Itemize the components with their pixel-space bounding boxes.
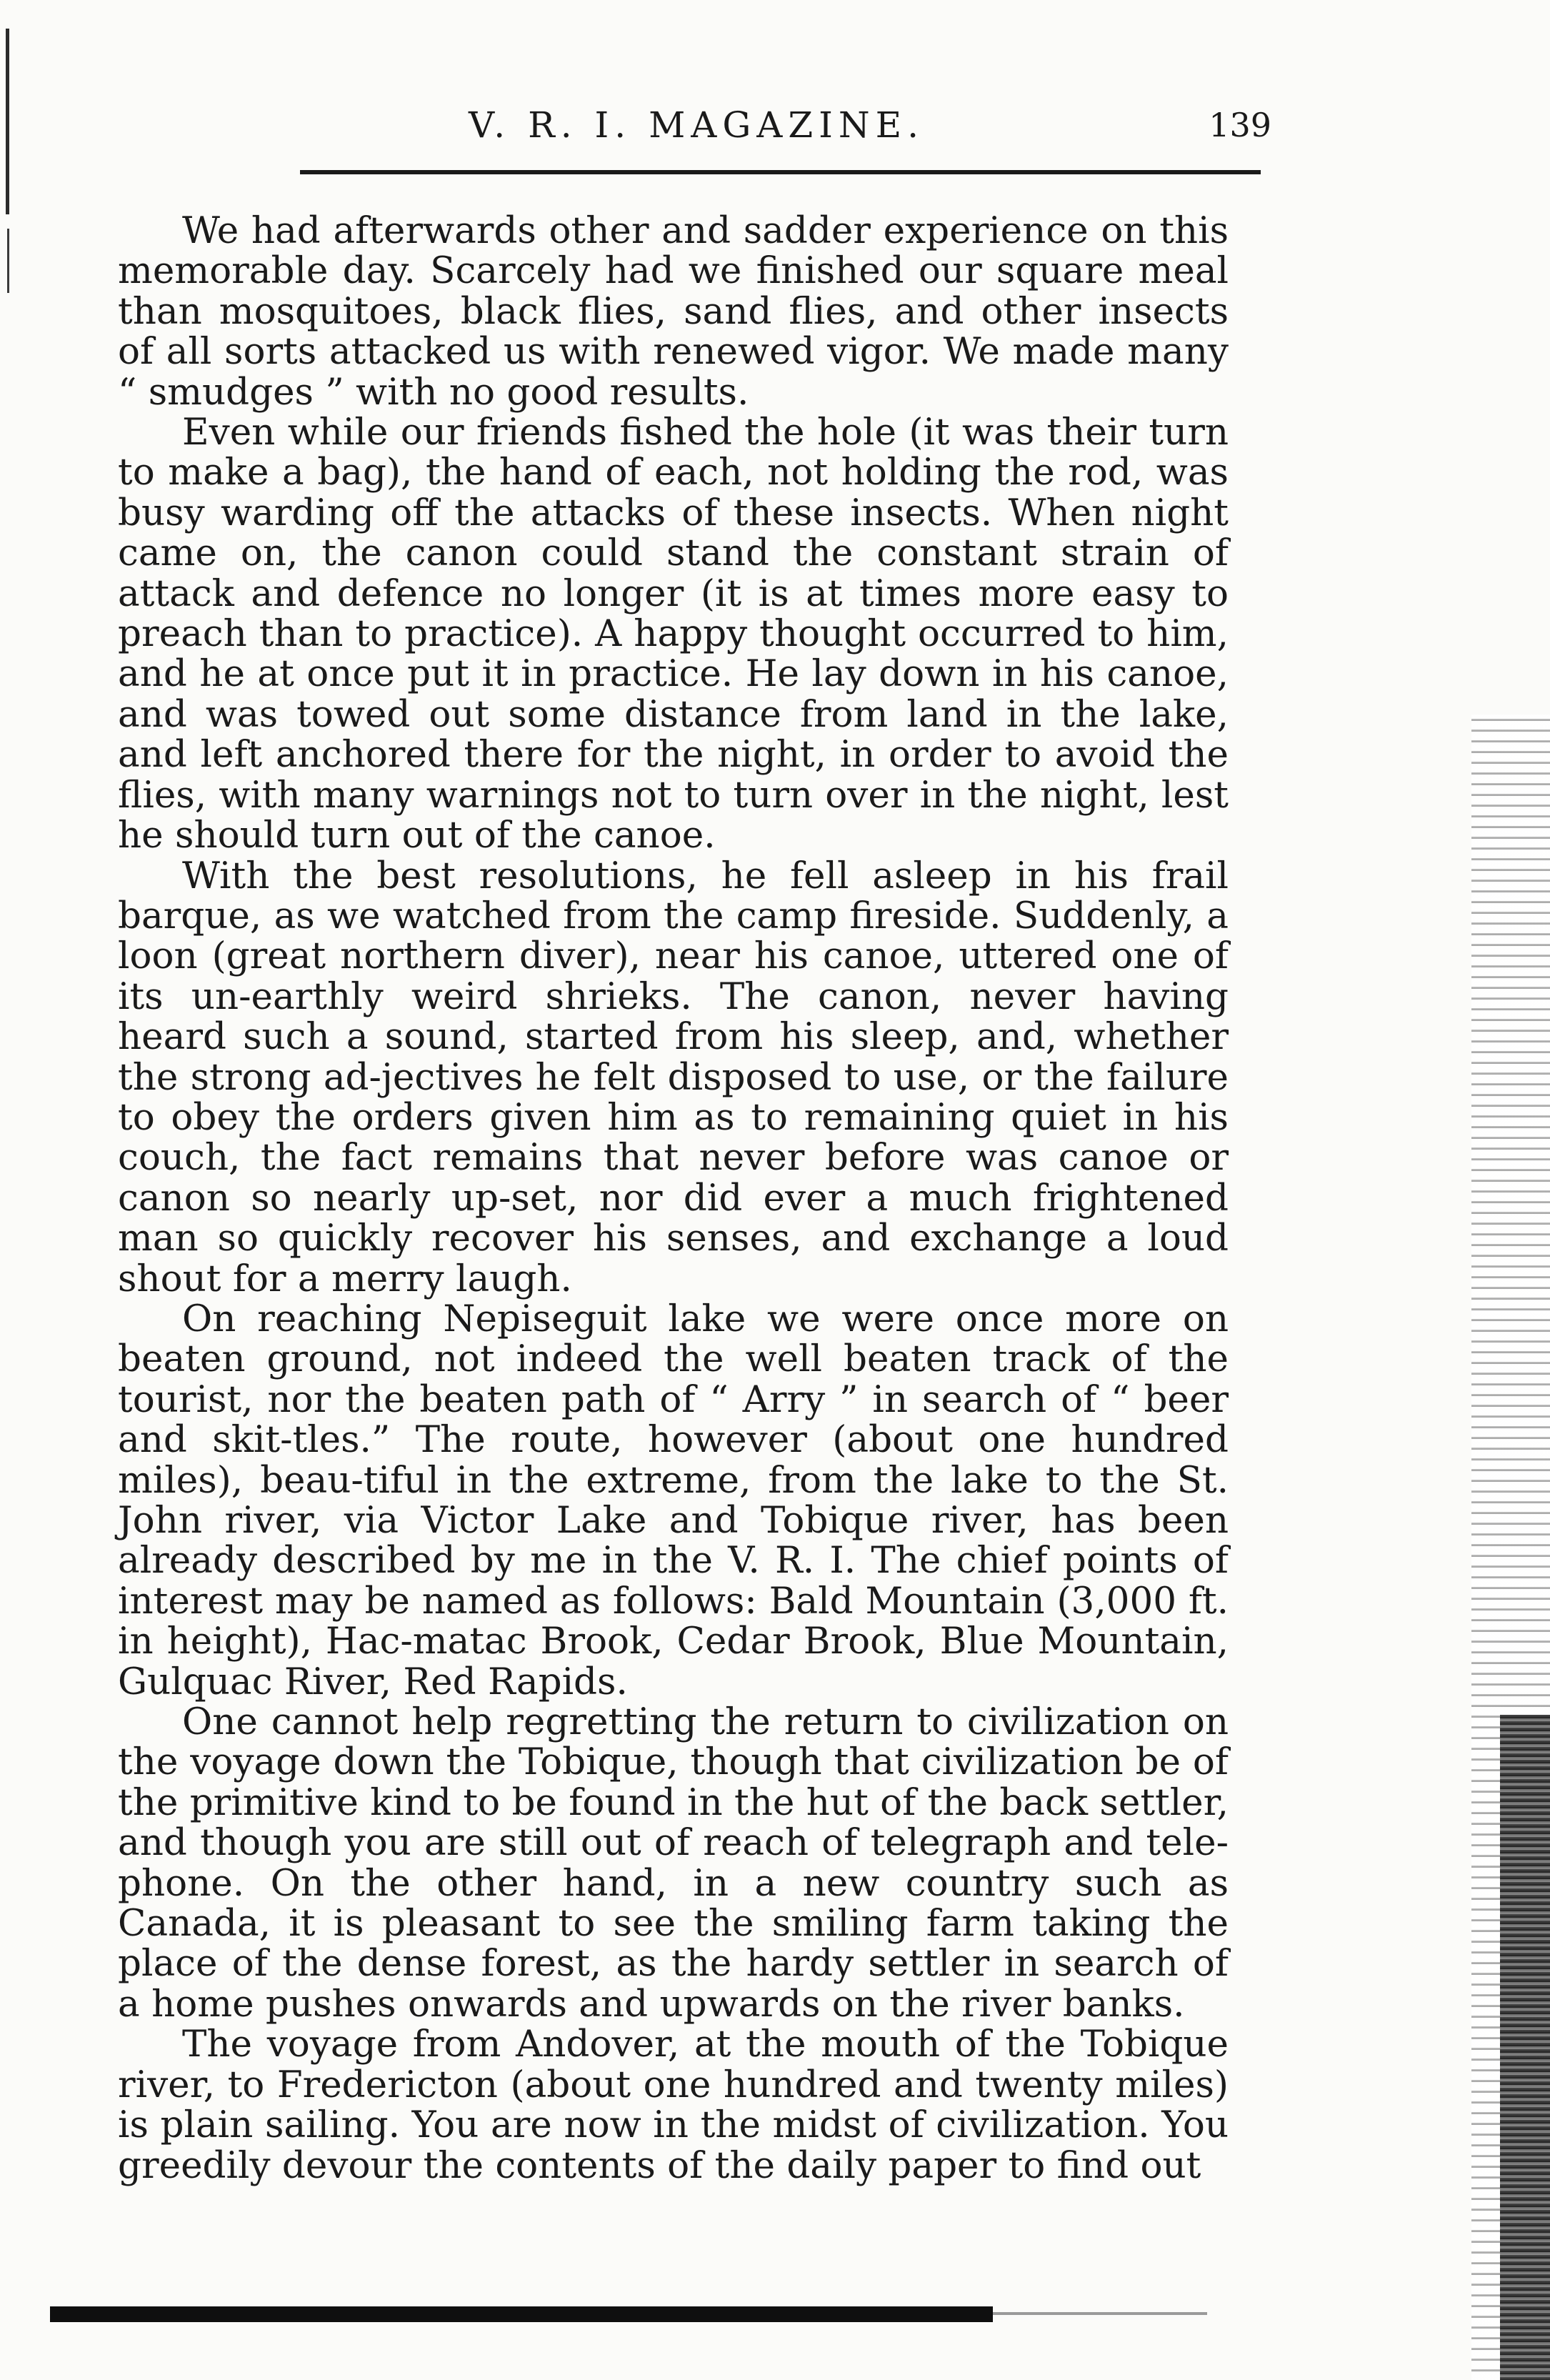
paragraph: With the best resolutions, he fell asleep in his frail barque, as we watched from the camp fireside. Suddenly, a loon (great northern diver), near his canoe, uttered one of its un-earthly weird shrieks. The canon, never having heard such a sound, started from his sleep, and, whether the strong ad-jectives he felt disposed to use, or the failure to obey the orders given him as to remaining quiet in his couch, the fact remains that never before was canoe or canon so nearly up-set, nor did ever a much frightened man so quickly recover his senses, and exchange a loud shout for a merry laugh. (118, 854, 1229, 1300)
scan-edge-left-mark (7, 229, 9, 293)
paragraph: Even while our friends fished the hole (it was their turn to make a bag), the hand of each, not holding the rod, was busy warding off the attacks of these insects. When night came on, the canon could stand the constant strain of attack and defence no longer (it is at times more easy to preach than to practice). A happy thought occurred to him, and he at once put it in practice. He lay down in his canoe, and was towed out some distance from land in the lake, and left anchored there for the night, in order to avoid the flies, with many warnings not to turn over in the night, lest he should turn out of the canoe. (118, 411, 1229, 857)
paragraph: We had afterwards other and sadder experience on this memorable day. Scarcely had we finished our square meal than mosquitoes, black flies, sand flies, and other insects of all sorts attacked us with renewed vigor. We made many “ smudges ” with no good results. (118, 209, 1229, 414)
scan-edge-left (6, 29, 9, 214)
scan-edge-bottom-tail (993, 2312, 1207, 2315)
running-head: V. R. I. MAGAZINE. (468, 104, 925, 146)
page-header (121, 100, 1271, 150)
scan-edge-bottom (50, 2306, 993, 2322)
paragraph: One cannot help regretting the return to civilization on the voyage down the Tobique, though that civilization be of the primitive kind to be found in the hut of the back settler, and though you are still out of reach of telegraph and tele-phone. On the other hand, in a new country such as Canada, it is pleasant to see the smiling farm taking the place of the dense forest, as the hardy settler in search of a home pushes onwards and upwards on the river banks. (118, 1701, 1229, 2026)
page-number: 139 (1209, 106, 1271, 144)
article-body (118, 211, 1229, 2186)
paragraph: On reaching Nepiseguit lake we were once more on beaten ground, not indeed the well beaten track of the tourist, nor the beaten path of “ Arry ” in search of “ beer and skit-tles.” The route, however (about one hundred miles), beau-tiful in the extreme, from the lake to the St. John river, via Victor Lake and Tobique river, has been already described by me in the V. R. I. The chief points of interest may be named as follows: Bald Mountain (3,000 ft. in height), Hac-matac Brook, Cedar Brook, Blue Mountain, Gulquac River, Red Rapids. (118, 1297, 1229, 1703)
paragraph: The voyage from Andover, at the mouth of the Tobique river, to Fredericton (about one hundred and twenty miles) is plain sailing. You are now in the midst of civilization. You greedily devour the contents of the daily paper to find out (118, 2023, 1229, 2187)
header-rule (300, 170, 1261, 174)
scan-edge-right-dark (1500, 1715, 1550, 2380)
